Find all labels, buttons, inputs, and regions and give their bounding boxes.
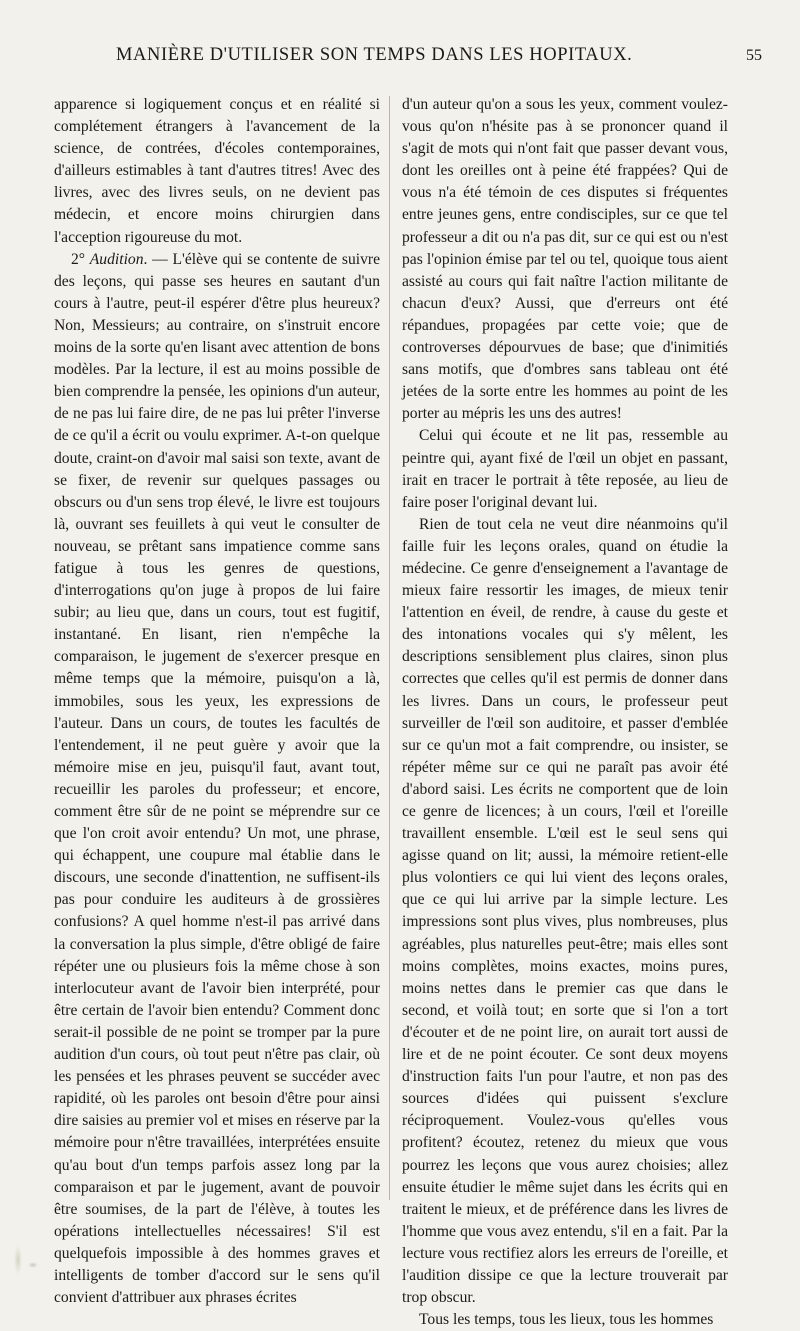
paragraph-audition: [54, 249, 380, 1310]
right-column: [402, 94, 728, 1331]
section-heading-audition: Audition: [89, 250, 144, 268]
page-stain: [14, 1245, 22, 1275]
page-header: [0, 45, 800, 73]
section-text: . — L'élève qui se contente de suivre des leçons, qui passe ses heures en sautant d'un cours à l'autre, peut-il espérer d'être plus heureux? Non, Messieurs; au contraire, on s'instruit encore moins de la sorte qu'en lisant avec attention de bons modèles. Par la lecture, il est au moins possible de bien comprendre la pensée, les opinions d'un auteur, de ne pas lui faire dire, de ne pas lui prêter l'inverse de ce qu'il a écrit ou voulu exprimer. A-t-on quelque doute, craint-on d'avoir mal saisi son texte, avant de se fixer, de revenir sur quelques passages ou obscurs ou d'un sens trop élevé, le livre est toujours là, ouvrant ses feuillets à qui veut le consulter de nouveau, se prêtant sans impatience comme sans fatigue à tous les genres de questions, d'interrogations qu'on juge à propos de lui faire subir; au lieu que, dans un cours, tout est fugitif, instantané. En lisant, rien n'empêche la comparaison, le jugement de s'exercer presque en même temps que la mémoire, puisqu'on a là, immobiles, sous les yeux, les expressions de l'auteur. Dans un cours, de toutes les facultés de l'entendement, il ne peut guère y avoir que la mémoire mise en jeu, puisqu'il faut, avant tout, recueillir les paroles du professeur; et encore, comment être sûr de ne point se méprendre sur ce que l'on croit avoir entendu? Un mot, une phrase, qui échappent, une coupure mal établie dans le discours, une seconde d'inattention, ne suffisent-ils pas pour conduire les auditeurs à de grossières confusions? A quel homme n'est-il pas arrivé dans la conversation la plus simple, d'être obligé de faire répéter une ou plusieurs fois la même chose à son interlocuteur avant de l'avoir bien interprété, pour être certain de l'avoir bien entendu? Comment donc serait-il possible de ne point se tromper par la pure audition d'un cours, où tout peut n'être pas clair, où les pensées et les phrases peuvent se succéder avec rapidité, où les paroles ont besoin d'être pour ainsi dire saisies au premier vol et mises en réserve par la mémoire pour n'être travaillées, interprétées ensuite qu'au bout d'un temps parfois assez long par la comparaison et par le jugement, avant de pouvoir être soumises, de la part de l'élève, à toutes les opérations intellectuelles nécessaires! S'il est quelquefois impossible à des hommes graves et intelligents de tomber d'accord sur le sens qu'il convient d'attribuer aux phrases écrites: [54, 250, 380, 1307]
page-stain-small: [28, 1262, 38, 1268]
paragraph-continuation: apparence si logiquement conçus et en réalité si complétement étrangers à l'avancement de la science, de contrées, d'écoles contemporaines, d'ailleurs estimables à tant d'autres titres! Avec des livres, avec des livres seuls, on ne devient pas médecin, et encore moins chirurgien dans l'acception rigoureuse du mot.: [54, 96, 380, 246]
left-column: [54, 94, 380, 1309]
paragraph-final: Tous les temps, tous les lieux, tous les hommes: [419, 1311, 714, 1329]
page-number: 55: [746, 47, 762, 64]
column-divider: [389, 96, 390, 1200]
section-number: 2°: [71, 250, 90, 268]
running-title: MANIÈRE D'UTILISER SON TEMPS DANS LES HOPITAUX.: [116, 45, 633, 65]
paragraph-continuation-right: d'un auteur qu'on a sous les yeux, comment voulez-vous qu'on n'hésite pas à se prononcer quand il s'agit de mots qui n'ont fait que passer devant vous, dont les oreilles ont à peine été frappées? Qui de vous n'a été témoin de ces disputes si fréquentes entre jeunes gens, entre condisciples, sur ce que tel professeur a dit ou n'a pas dit, sur ce qui est ou n'est pas l'opinion émise par tel ou tel, quoique tous aient assisté au cours qui fait naître l'action militante de chacun d'eux? Aussi, que d'erreurs ont été répandues, propagées par cette voie; que de controverses dépourvues de base; que d'inimitiés sans motifs, que d'ombres sans tableau ont été jetées de la sorte entre les hommes au point de les porter au mépris les uns des autres!: [402, 96, 728, 423]
paragraph-lecons-orales: Rien de tout cela ne veut dire néanmoins qu'il faille fuir les leçons orales, quand on étudie la médecine. Ce genre d'enseignement a l'avantage de mieux faire ressortir les images, de mieux tenir l'attention en éveil, de rendre, à cause du geste et des intonations vocales qui s'y mêlent, les descriptions sensiblement plus claires, sinon plus correctes que celles qu'il est permis de donner dans les livres. Dans un cours, le professeur peut surveiller de l'œil son auditoire, et passer d'emblée sur ce qu'un mot a fait comprendre, ou insister, se répéter même sur ce qui ne paraît pas avoir été d'abord saisi. Les écrits ne comportent que de loin ce genre de licences; à un cours, l'œil et l'oreille travaillent ensemble. L'œil est le seul sens qui agisse quand on lit; aussi, la mémoire retient-elle plus volontiers ce qui lui vient des leçons orales, que ce qui lui arrive par la simple lecture. Les impressions sont plus vives, plus nombreuses, plus agréables, plus naturelles peut-être; mais elles sont moins complètes, moins exactes, moins pures, moins nettes dans le premier cas que dans le second, et voilà tout; en sorte que si l'on a tort d'écouter et de ne point lire, on aurait tort aussi de lire et de ne point écouter. Ce sont deux moyens d'instruction faits l'un pour l'autre, et non pas des sources d'idées qui puissent s'exclure réciproquement. Voulez-vous qu'elles vous profitent? écoutez, retenez du mieux que vous pourrez les leçons que vous aurez choisies; allez ensuite étudier le même sujet dans les écrits qui en traitent le mieux, et de préférence dans les livres de l'homme que vous avez entendu, s'il en a fait. Par la lecture vous rectifiez alors les erreurs de l'oreille, et l'audition dissipe ce que la lecture trouverait par trop obscur.: [402, 515, 728, 1307]
paragraph-peintre: Celui qui écoute et ne lit pas, ressemble au peintre qui, ayant fixé de l'œil un objet en passant, irait en tracer le portrait à tête reposée, au lieu de faire poser l'original devant lui.: [402, 427, 728, 511]
